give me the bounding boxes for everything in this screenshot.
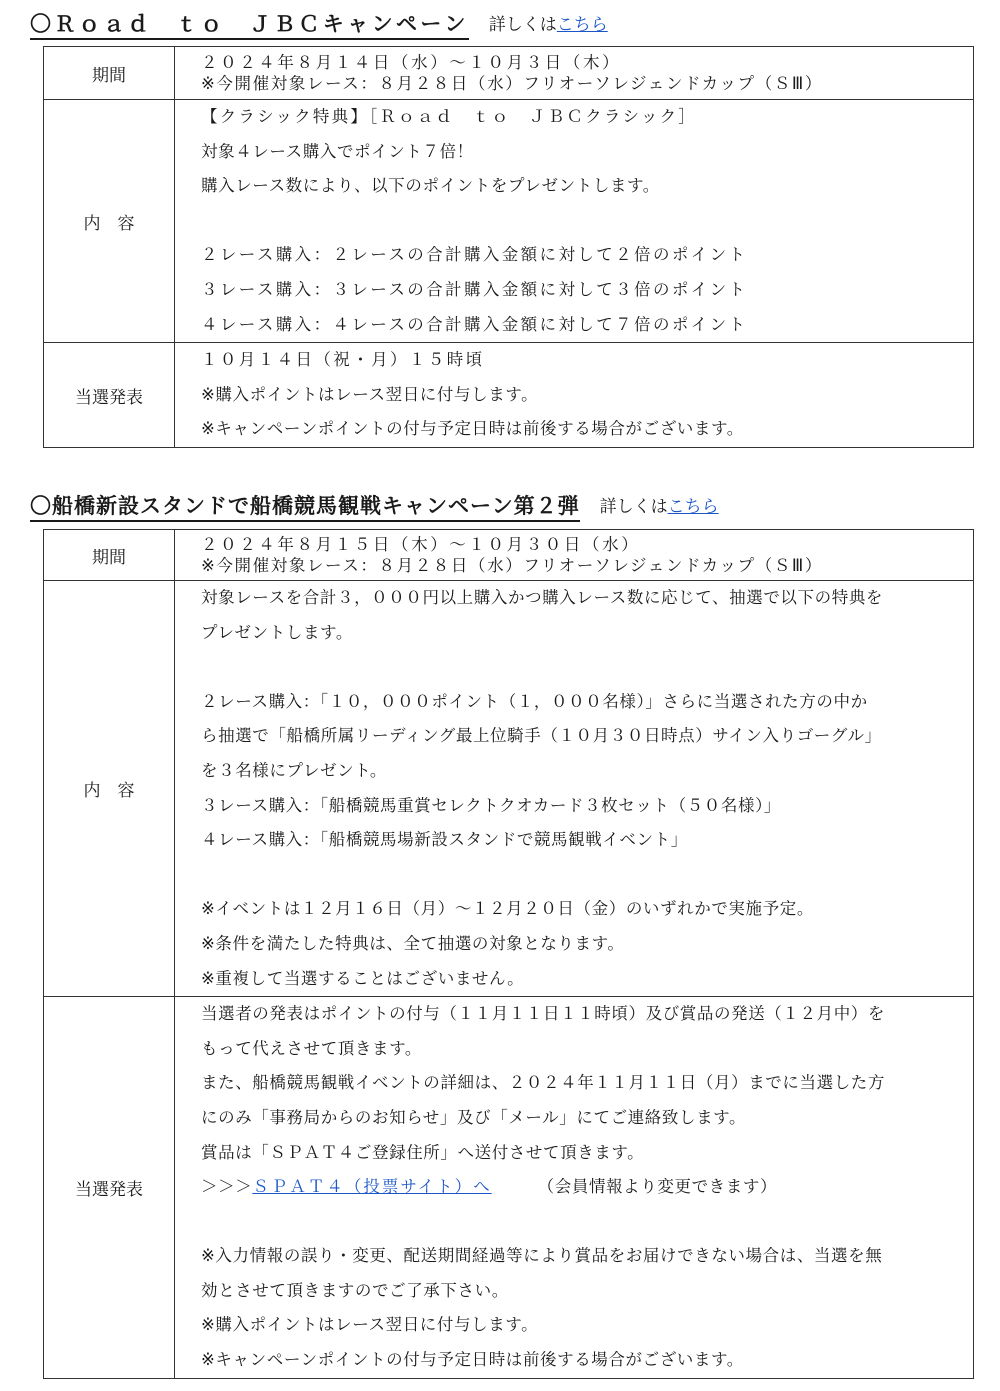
campaign1-announce-row: [44, 343, 974, 448]
campaign1-period-cell: [175, 47, 974, 100]
campaign1-announce-line-2: ※購入ポイントはレース翌日に付与します。: [201, 384, 539, 404]
campaign2-detail: [600, 494, 719, 522]
campaign1-content-line-6: ３レース購入：３レースの合計購入金額に対して３倍のポイント: [201, 279, 748, 299]
campaign2-announce-line-3: また、船橋競馬観戦イベントの詳細は、２０２４年１１月１１日（月）までに当選した方: [201, 1073, 885, 1093]
campaign2-announce-line-8: ※入力情報の誤り・変更、配送期間経過等により賞品をお届けできない場合は、当選を無: [201, 1246, 883, 1266]
campaign1-content-line-5: ２レース購入：２レースの合計購入金額に対して２倍のポイント: [201, 245, 748, 265]
campaign1-title: 〇Ｒｏａｄ ｔｏ ＪＢＣキャンペーン: [30, 11, 469, 40]
campaign2-period-cell: [175, 530, 974, 581]
campaign2-spat-line: [201, 1170, 967, 1205]
campaign1-period-label: 期間: [44, 47, 175, 100]
campaign2-announce-line-4: にのみ「事務局からのお知らせ」及び「メール」にてご連絡致します。: [201, 1107, 747, 1127]
campaign2-spat-note: （会員情報より変更できます）: [537, 1177, 778, 1197]
campaign1-announce-cell: [175, 343, 974, 448]
campaign1-announce-label: 当選発表: [44, 343, 175, 448]
campaign2-announce-cell: [175, 997, 974, 1379]
campaign2-announce-line-2: もって代えさせて頂きます。: [201, 1038, 422, 1058]
campaign2-content-line-2: プレゼントします。: [201, 622, 353, 642]
campaign2-content-line-6: を３名様にプレゼント。: [201, 760, 387, 780]
campaign1-period-line-2: ※今開催対象レース：８月２８日（水）フリオーソレジェンドカップ（ＳⅢ）: [201, 74, 823, 93]
campaign2-detail-prefix: 詳しくは: [599, 497, 668, 517]
campaign2-announce-line-10: ※購入ポイントはレース翌日に付与します。: [201, 1315, 539, 1335]
campaign2-content-line-1: 対象レースを合計３，０００円以上購入かつ購入レース数に応じて、抽選で以下の特典を: [201, 588, 884, 607]
campaign2-content-line-8: ４レース購入：「船橋競馬場新設スタンドで競馬観戦イベント」: [201, 830, 688, 850]
campaign1-content-line-1: 【クラシック特典】［Ｒｏａｄ ｔｏ ＪＢＣクラシック］: [201, 107, 697, 126]
campaign1-period-line-1: ２０２４年８月１４日（水）～１０月３日（木）: [201, 53, 622, 72]
campaign2-period-line-2: ※今開催対象レース：８月２８日（水）フリオーソレジェンドカップ（ＳⅢ）: [201, 556, 823, 575]
campaign2-announce-line-11: ※キャンペーンポイントの付与予定日時は前後する場合がございます。: [201, 1350, 744, 1370]
campaign1-detail: [489, 12, 608, 40]
campaign1-detail-prefix: 詳しくは: [488, 15, 557, 35]
campaign2-heading: [30, 490, 719, 522]
campaign2-content-line-5: ら抽選で「船橋所属リーディング最上位騎手（１０月３０日時点）サイン入りゴーグル」: [201, 726, 882, 746]
campaign2-period-line-1: ２０２４年８月１５日（木）～１０月３０日（水）: [201, 535, 641, 554]
campaign2-content-line-12: ※重複して当選することはございません。: [201, 968, 525, 988]
campaign2-announce-line-5: 賞品は「ＳＰＡＴ４ご登録住所」へ送付させて頂きます。: [201, 1142, 645, 1162]
campaign1-content-line-7: ４レース購入：４レースの合計購入金額に対して７倍のポイント: [201, 314, 748, 334]
campaign2-period-label: 期間: [44, 530, 175, 581]
campaign2-table: [43, 529, 974, 1379]
campaign1-content-row: [44, 100, 974, 343]
campaign1-content-label: 内 容: [44, 100, 175, 343]
campaign2-content-line-10: ※イベントは１２月１６日（月）～１２月２０日（金）のいずれかで実施予定。: [201, 899, 814, 919]
campaign2-detail-link[interactable]: こちら: [667, 497, 719, 517]
campaign2-announce-line-1: 当選者の発表はポイントの付与（１１月１１日１１時頃）及び賞品の発送（１２月中）を: [201, 1004, 885, 1024]
campaign2-title: 〇船橋新設スタンドで船橋競馬観戦キャンペーン第２弾: [30, 493, 580, 522]
campaign2-announce-row: [44, 997, 974, 1379]
campaign1-heading: [30, 8, 608, 40]
campaign2-content-line-9: [201, 858, 967, 893]
campaign2-announce-line-9: 効とさせて頂きますのでご了承下さい。: [201, 1280, 509, 1300]
campaign1-content-cell: [175, 100, 974, 343]
campaign1-period-row: [44, 47, 974, 100]
campaign2-content-line-11: ※条件を満たした特典は、全て抽選の対象となります。: [201, 933, 625, 953]
campaign2-content-line-4: ２レース購入：「１０，０００ポイント（１，０００名様）」さらに当選された方の中か: [201, 691, 868, 711]
campaign2-announce-label: 当選発表: [44, 997, 175, 1379]
campaign1-announce-line-3: ※キャンペーンポイントの付与予定日時は前後する場合がございます。: [201, 419, 744, 439]
campaign2-spat-prefix: ＞＞＞: [201, 1177, 253, 1197]
campaign2-announce-line-7: [201, 1205, 967, 1240]
campaign1-detail-link[interactable]: こちら: [556, 15, 608, 35]
campaign2-content-cell: [175, 581, 974, 997]
campaign1-content-line-3: 購入レース数により、以下のポイントをプレゼントします。: [201, 176, 660, 196]
campaign2-content-row: [44, 581, 974, 997]
campaign2-period-row: [44, 530, 974, 581]
campaign2-content-line-7: ３レース購入：「船橋競馬重賞セレクトクオカード３枚セット（５０名様）」: [201, 795, 782, 815]
campaign2-spat-link[interactable]: ＳＰＡＴ４（投票サイト）へ: [252, 1177, 492, 1197]
campaign1-announce-line-1: １０月１４日（祝・月）１５時頃: [201, 350, 485, 370]
campaign1-content-line-2: 対象４レース購入でポイント７倍！: [201, 141, 474, 161]
campaign1-content-line-4: [201, 204, 967, 239]
campaign2-content-label: 内 容: [44, 581, 175, 997]
campaign2-content-line-3: [201, 650, 967, 685]
campaign1-table: [43, 46, 974, 448]
